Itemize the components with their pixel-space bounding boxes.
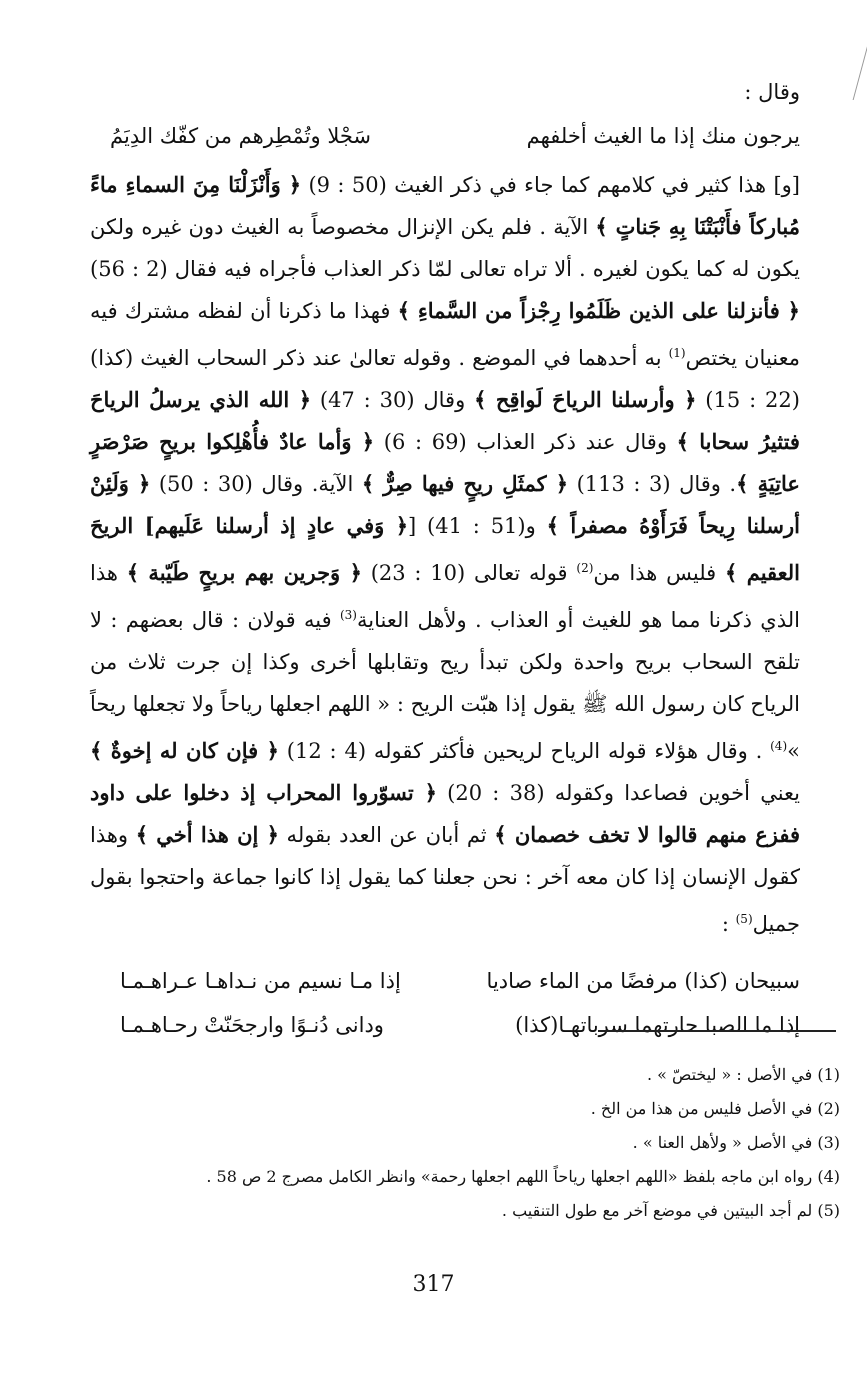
verse-left-hemistich: سَجْلا وتُمْطِرهم من كفّك الدِيَمُ <box>110 124 372 148</box>
quran-quote: ﴿ وَجرين بهم بريحٍ طَيّبة ﴾ <box>126 560 362 585</box>
quran-quote: ﴿ كمثَلِ ريحٍ فيها صِرٌّ ﴾ <box>361 471 569 496</box>
footnote-ref: (5) <box>735 912 753 926</box>
verse-line <box>90 114 800 158</box>
verse-right-hemistich: يرجون منك إذا ما الغيث أخلفهم <box>526 124 800 148</box>
body-text: فهذا ما ذكرنا أن لفظه مشترك فيه معنيان يختص <box>90 299 800 370</box>
footnote-ref: (4) <box>770 739 788 753</box>
page-edge-mark <box>839 30 867 100</box>
body-text: فليس هذا من <box>593 561 725 585</box>
poem-hemistich-left: إذا مـا نسيم من نـداهـا عـراهـمـا <box>120 969 401 993</box>
poem <box>90 959 800 1047</box>
footnote: (1) في الأصل : « ليختصّ » . <box>646 1065 840 1084</box>
quran-quote: ﴿ الله الذي يرسلُ الرياحَ فتثيرُ سحابا ﴾ <box>90 387 800 454</box>
footnote: (5) لم أجد البيتين في موضع آخر مع طول التنقيب . <box>501 1201 840 1220</box>
quran-quote: ﴿ فأنزلنا على الذين ظَلَمُوا رِجْزاً من السَّماءِ ﴾ <box>397 298 800 323</box>
body-text: هذا الذي ذكرنا مما هو للغيث أو العذاب . ولأهل العناية <box>90 561 800 632</box>
body-text: : <box>721 912 736 936</box>
body-text: وهذا كقول الإنسان إذا كان معه آخر : نحن جعلنا كما يقول إذا كانوا جماعة واحتجوا بقول جميل <box>90 823 800 936</box>
poem-hemistich-right: إذا ما الصبا حارتهما سرباتهـا(كذا) <box>515 1013 800 1037</box>
body-text: ثم أبان عن العدد بقوله <box>278 823 495 847</box>
footnote: (3) في الأصل « ولأهل العنا » . <box>632 1133 840 1152</box>
quran-quote: ﴿ وَأَنْزَلْنَا مِنَ السماءِ ماءً مُباركاً فأَنْبَتْنَا بِهِ جَناتٍ ﴾ <box>90 172 800 239</box>
footnote-separator <box>598 1030 836 1032</box>
page-content <box>90 70 800 1047</box>
quran-quote: ﴿ وَفي عادٍ إذ أرسلنا عَلَيهم] الريحَ العقيم ﴾ <box>90 513 801 585</box>
quran-quote: ﴿ وَأما عادٌ فأُهْلِكوا بريحٍ صَرْصَرٍ عاتِيَةٍ ﴾ <box>90 429 800 496</box>
footnote-ref: (3) <box>339 608 357 622</box>
footnote: (4) رواه ابن ماجه بلفظ «اللهم اجعلها رياحاً اللهم اجعلها رحمة» وانظر الكامل مصرج 2 ص 58 . <box>206 1167 840 1186</box>
body-text: و(51 : 41) [ <box>408 514 547 538</box>
page-number: 317 <box>412 1272 455 1297</box>
footnote: (2) في الأصل فليس من هذا من الخ . <box>590 1099 840 1118</box>
body-text: قوله تعالى (10 : 23) <box>361 561 577 585</box>
quran-quote: ﴿ وأرسلنا الرياحَ لَواقِح ﴾ <box>474 387 697 412</box>
poem-verse <box>90 1003 800 1047</box>
body-text: الآية . فلم يكن الإنزال مخصوصاً به الغيث دون غيره ولكن يكون له كما يكون لغيره . ألا تراه تعالى لمّا ذكر العذاب فأجراه فيه فقال (2 : 56) <box>90 215 800 281</box>
body-text: فيه قولان : قال بعضهم : لا تلقح السحاب بريح واحدة ولكن تبدأ ريح وتقابلها أخرى وكذا إن جرت ثلاث من الرياح كان رسول الله ﷺ يقول إذا هبّت الريح : « اللهم اجعلها رياحاً ولا تجعلها ريحاً » <box>90 608 800 763</box>
poem-verse <box>90 959 800 1003</box>
body-text: [و] هذا كثير في كلامهم كما جاء في ذكر الغيث (50 : 9) <box>301 173 800 197</box>
quran-quote: ﴿ فإن كان له إخوةٌ ﴾ <box>90 738 279 763</box>
body-paragraph <box>90 164 800 945</box>
body-text: . وقال هؤلاء قوله الرياح لريحين فأكثر كقوله (4 : 12) <box>278 739 771 763</box>
footnote-ref: (2) <box>576 561 594 575</box>
quran-quote: ﴿ إن هذا أخي ﴾ <box>135 822 279 847</box>
footnotes <box>150 1058 840 1228</box>
body-text: . وقال (3 : 113) <box>568 472 737 496</box>
poem-hemistich-right: سبيحان (كذا) مرفضًا من الماء صاديا <box>486 969 800 993</box>
footnote-ref: (1) <box>668 346 686 360</box>
body-text: وقال (30 : 47) <box>311 388 475 412</box>
quran-quote: ﴿ تسوّروا المحراب إذ دخلوا على داود ففزع منهم قالوا لا تخف خصمان ﴾ <box>90 780 801 847</box>
body-text: وقال عند ذكر العذاب (69 : 6) <box>374 430 677 454</box>
intro-line: وقال : <box>744 80 800 104</box>
body-text: الآية. وقال (30 : 50) <box>150 472 362 496</box>
quran-quote: ﴿ وَلَئِنْ أرسلنا رِيحاً فَرَأَوْهُ مصفراً ﴾ <box>90 471 800 538</box>
body-text: به أحدهما في الموضع . وقوله تعالىٰ عند ذكر السحاب الغيث (كذا) (22 : 15) <box>90 346 800 412</box>
poem-hemistich-left: ودانى دُنـوًا وارجحَنّتْ رحـاهـمـا <box>120 1013 384 1037</box>
body-text: يعني أخوين فصاعدا وكقوله (38 : 20) <box>436 781 801 805</box>
